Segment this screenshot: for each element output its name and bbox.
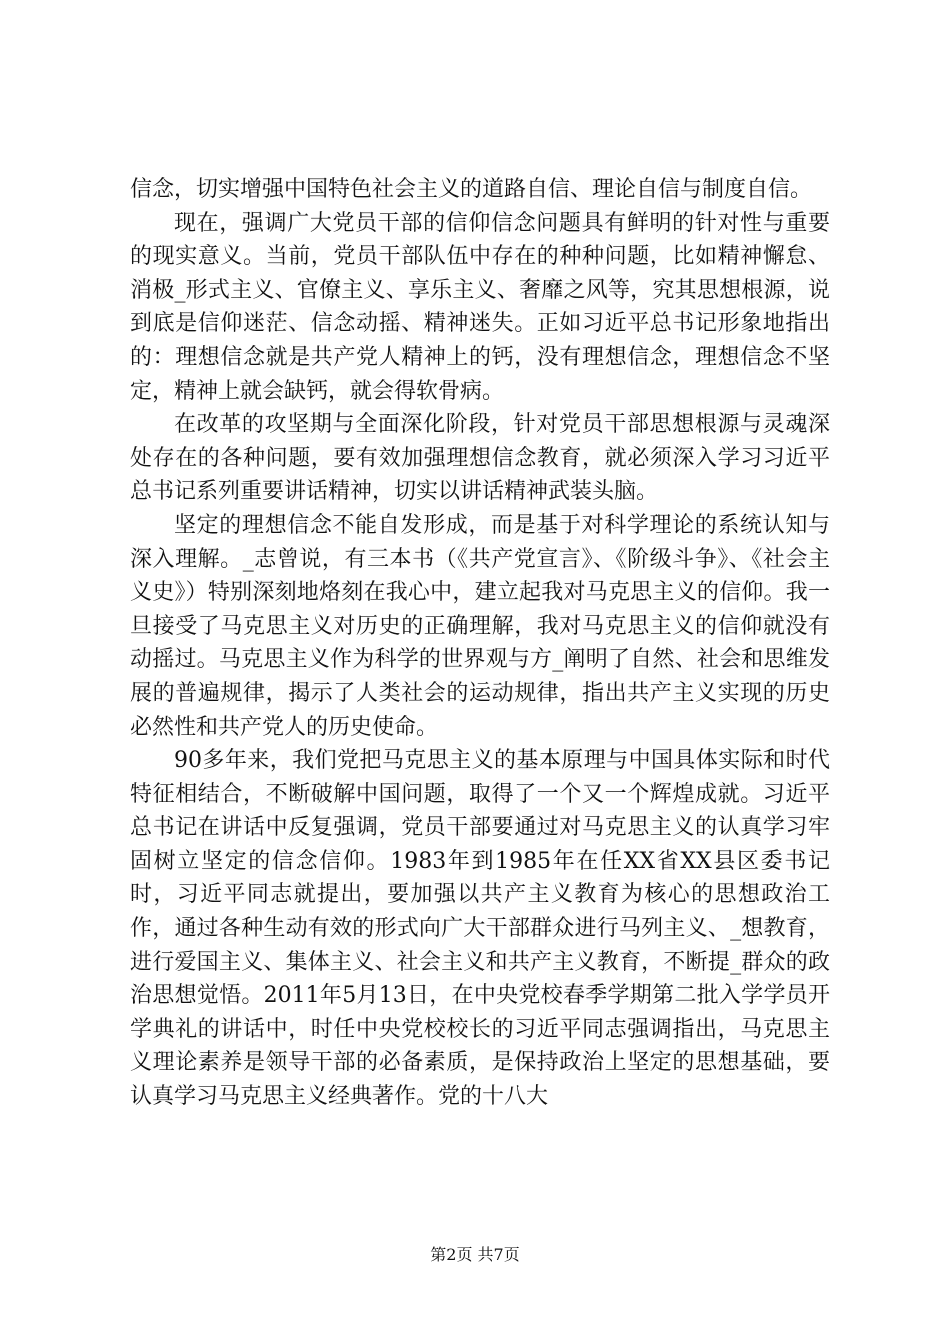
page-number: 第2页 共7页	[430, 1245, 520, 1264]
paragraph: 在改革的攻坚期与全面深化阶段，针对党员干部思想根源与灵魂深处存在的各种问题，要有效加强理想信念教育，就必须深入学习习近平总书记系列重要讲话精神，切实以讲话精神武装头脑。	[130, 412, 830, 505]
paragraph: 90多年来，我们党把马克思主义的基本原理与中国具体实际和时代特征相结合，不断破解中国问题，取得了一个又一个辉煌成就。习近平总书记在讲话中反复强调，党员干部要通过对马克思主义的认真学习牢固树立坚定的信念信仰。1983年到1985年在任XX省XX县区委书记时，习近平同志就提出，要加强以共产主义教育为核心的思想政治工作，通过各种生动有效的形式向广大干部群众进行马列主义、_想教育，进行爱国主义、集体主义、社会主义和共产主义教育，不断提_群众的政治思想觉悟。2011年5月13日，在中央党校春季学期第二批入学学员开学典礼的讲话中，时任中央党校校长的习近平同志强调指出，马克思主义理论素养是领导干部的必备素质，是保持政治上坚定的思想基础，要认真学习马克思主义经典著作。党的十八大	[130, 748, 830, 1110]
paragraph-continuation: 信念，切实增强中国特色社会主义的道路自信、理论自信与制度自信。	[130, 177, 813, 202]
page-footer	[0, 1245, 950, 1265]
document-body	[130, 173, 830, 1114]
paragraph: 坚定的理想信念不能自发形成，而是基于对科学理论的系统认知与深入理解。_志曾说，有三本书（《共产党宣言》、《阶级斗争》、《社会主义史》）特别深刻地烙刻在我心中，建立起我对马克思主义的信仰。我一旦接受了马克思主义对历史的正确理解，我对马克思主义的信仰就没有动摇过。马克思主义作为科学的世界观与方_阐明了自然、社会和思维发展的普遍规律，揭示了人类社会的运动规律，指出共产主义实现的历史必然性和共产党人的历史使命。	[130, 512, 830, 740]
paragraph: 现在，强调广大党员干部的信仰信念问题具有鲜明的针对性与重要的现实意义。当前，党员干部队伍中存在的种种问题，比如精神懈怠、消极_形式主义、官僚主义、享乐主义、奢靡之风等，究其思想根源，说到底是信仰迷茫、信念动摇、精神迷失。正如习近平总书记形象地指出的：理想信念就是共产党人精神上的钙，没有理想信念，理想信念不坚定，精神上就会缺钙，就会得软骨病。	[130, 210, 830, 404]
